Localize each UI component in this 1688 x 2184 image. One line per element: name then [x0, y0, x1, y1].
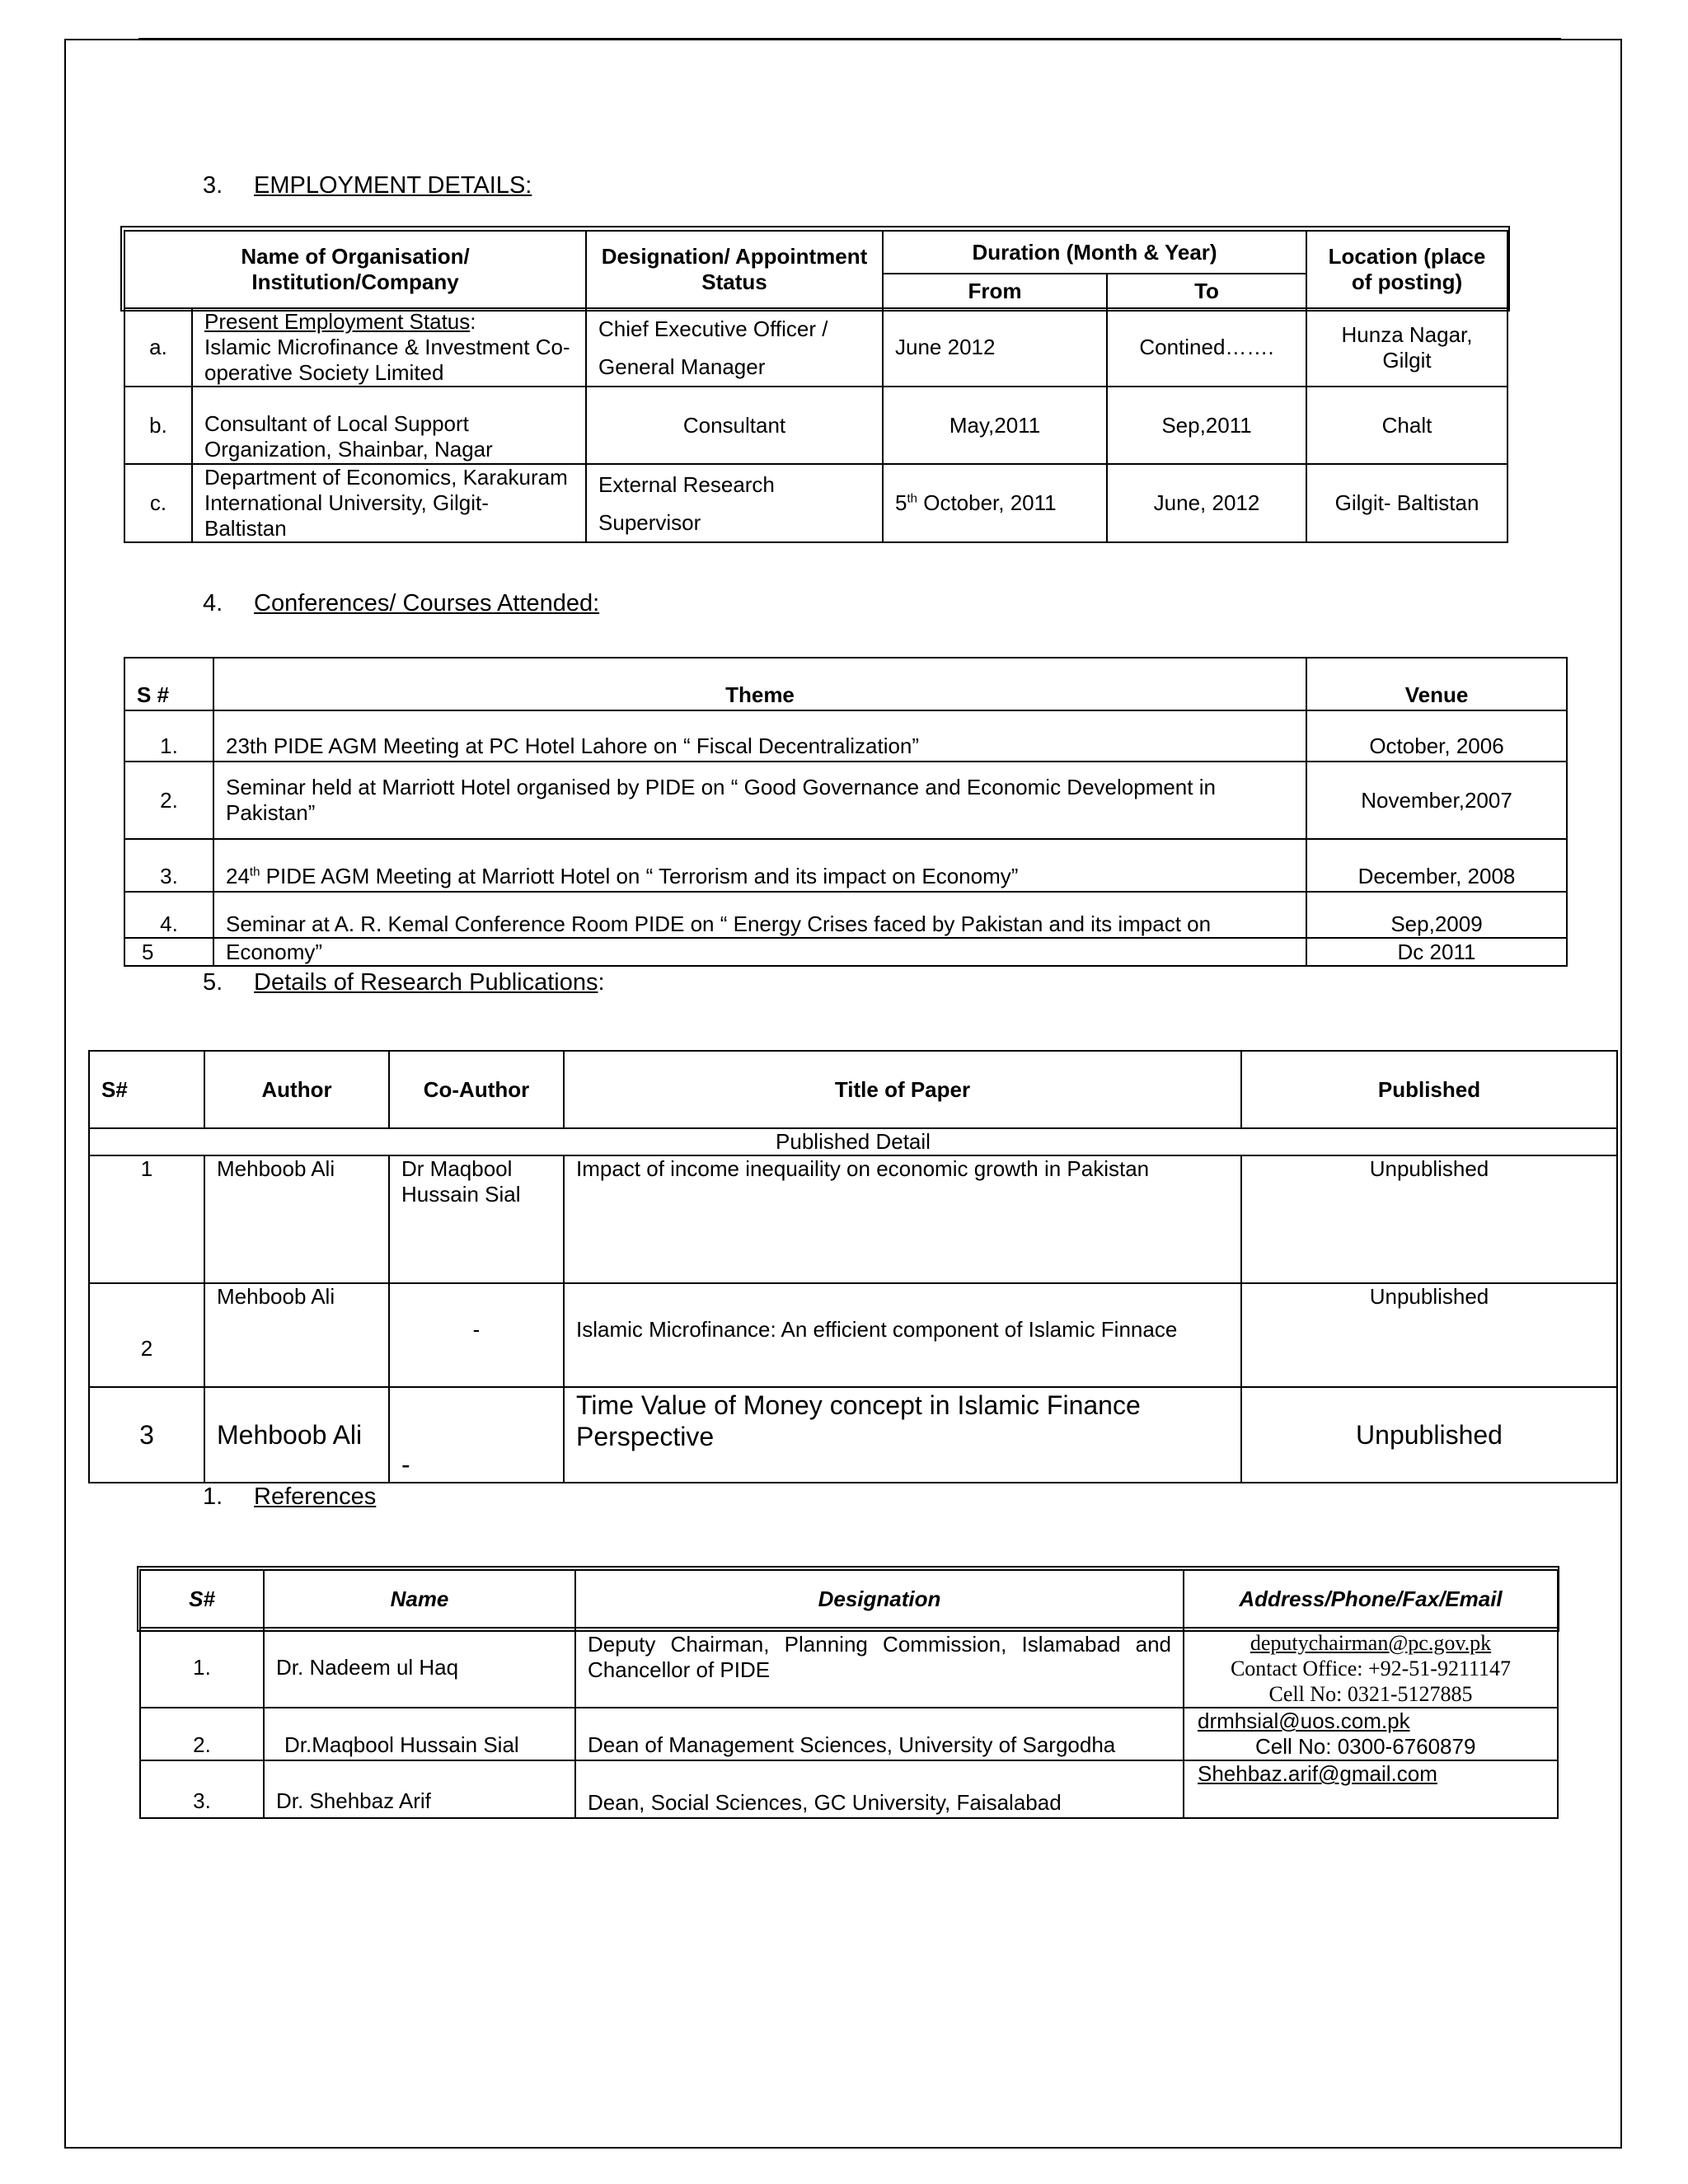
contact-cell [1184, 1708, 1558, 1760]
sno-cell: 1 [89, 1155, 204, 1283]
designation-cell: Consultant [586, 387, 883, 464]
col-header-title: Title of Paper [564, 1051, 1241, 1128]
row-letter: b. [124, 387, 192, 464]
section-title: Details of Research Publications [254, 969, 598, 996]
coauthor-cell: - [389, 1387, 564, 1483]
publications-table [88, 1050, 1618, 1483]
col-header-theme: Theme [213, 658, 1306, 710]
section-title-suffix: : [598, 969, 605, 996]
email-link[interactable]: drmhsial@uos.com.pk [1198, 1708, 1410, 1733]
col-header-coauthor: Co-Author [389, 1051, 564, 1128]
location-cell: Chalt [1306, 387, 1507, 464]
email-link[interactable]: Shehbaz.arif@gmail.com [1198, 1761, 1437, 1786]
table-row [124, 892, 1567, 938]
contact-cell [1184, 1760, 1558, 1818]
designation-cell [586, 464, 883, 542]
theme-cell [213, 839, 1306, 892]
table-row [140, 1708, 1558, 1760]
section-title: EMPLOYMENT DETAILS: [254, 172, 532, 199]
section-number: 3. [203, 172, 223, 199]
designation-cell [586, 308, 883, 387]
col-header-designation: Designation [575, 1570, 1184, 1628]
sno-cell: 3 [89, 1387, 204, 1483]
references-table [139, 1569, 1559, 1819]
author-cell: Mehboob Ali [204, 1155, 389, 1283]
status-cell: Unpublished [1241, 1283, 1617, 1387]
sno-cell: 2. [140, 1708, 264, 1760]
org-cell [192, 308, 586, 387]
from-suffix: th [907, 491, 917, 506]
venue-cell: Sep,2009 [1306, 892, 1567, 938]
col-header-published: Published [1241, 1051, 1617, 1128]
row-letter: a. [124, 308, 192, 387]
from-cell: May,2011 [883, 387, 1107, 464]
designation-cell: Deputy Chairman, Planning Commission, Islamabad and Chancellor of PIDE [575, 1628, 1184, 1708]
venue-cell: December, 2008 [1306, 839, 1567, 892]
col-header-contact: Address/Phone/Fax/Email [1184, 1570, 1558, 1628]
table-row [89, 1387, 1617, 1483]
theme-cell: Economy” [213, 938, 1306, 966]
name-cell: Dr. Shehbaz Arif [264, 1760, 575, 1818]
sno-cell: 4. [124, 892, 213, 938]
col-header-author: Author [204, 1051, 389, 1128]
theme-rest: PIDE AGM Meeting at Marriott Hotel on “ Terrorism and its impact on Economy” [260, 864, 1019, 888]
designation-line: External Research [598, 471, 775, 497]
section-number: 4. [203, 590, 223, 616]
name-cell: Dr. Nadeem ul Haq [264, 1628, 575, 1708]
location-cell: Gilgit- Baltistan [1306, 464, 1507, 542]
header-rule [138, 38, 1561, 40]
from-day: 5 [895, 490, 907, 515]
theme-cell: Seminar held at Marriott Hotel organised by PIDE on “ Good Governance and Economic Development in Pakistan” [213, 762, 1306, 839]
col-header-sno: S# [89, 1051, 204, 1128]
sno-cell: 2 [89, 1283, 204, 1387]
sno-cell: 5 [124, 938, 213, 966]
sno-cell: 3. [140, 1760, 264, 1818]
title-cell: Time Value of Money concept in Islamic Finance Perspective [564, 1387, 1241, 1483]
from-cell [883, 464, 1107, 542]
status-cell: Unpublished [1241, 1155, 1617, 1283]
cell-phone: Cell No: 0321-5127885 [1268, 1682, 1473, 1706]
to-cell: Sep,2011 [1107, 387, 1306, 464]
org-cell: Department of Economics, Karakuram International University, Gilgit- Baltistan [192, 464, 586, 542]
status-label: Present Employment Status [204, 309, 471, 334]
designation-cell: Dean, Social Sciences, GC University, Faisalabad [575, 1760, 1184, 1818]
author-cell: Mehboob Ali [204, 1283, 389, 1387]
location-cell: Hunza Nagar, Gilgit [1306, 308, 1507, 387]
status-cell: Unpublished [1241, 1387, 1617, 1483]
section-number: 5. [203, 969, 223, 996]
table-row [124, 464, 1507, 542]
contact-cell [1184, 1628, 1558, 1708]
designation-line: General Manager [598, 354, 766, 379]
col-header-duration: Duration (Month & Year) [883, 231, 1306, 274]
cell-phone: Cell No: 0300-6760879 [1255, 1734, 1476, 1759]
theme-cell: 23th PIDE AGM Meeting at PC Hotel Lahore on “ Fiscal Decentralization” [213, 710, 1306, 762]
designation-line: Chief Executive Officer / [598, 316, 828, 341]
coauthor-cell: Dr Maqbool Hussain Sial [389, 1155, 564, 1283]
office-phone: Contact Office: +92-51-9211147 [1230, 1657, 1512, 1680]
table-row [124, 308, 1507, 387]
from-rest: October, 2011 [917, 490, 1057, 515]
table-row [124, 938, 1567, 966]
sno-cell: 1. [140, 1628, 264, 1708]
published-detail-subheader: Published Detail [89, 1128, 1617, 1155]
section-number: 1. [203, 1483, 223, 1510]
org-name: Islamic Microfinance & Investment Co-operative Society Limited [204, 335, 570, 385]
status-colon: : [470, 309, 476, 334]
coauthor-cell: - [389, 1283, 564, 1387]
publications-heading [203, 969, 605, 996]
col-header-name: Name [264, 1570, 575, 1628]
email-link[interactable]: deputychairman@pc.gov.pk [1250, 1631, 1492, 1655]
table-row [140, 1760, 1558, 1818]
employment-heading [203, 172, 532, 199]
col-header-to: To [1107, 274, 1306, 308]
table-row [124, 710, 1567, 762]
to-cell: June, 2012 [1107, 464, 1306, 542]
designation-cell: Dean of Management Sciences, University of Sargodha [575, 1708, 1184, 1760]
author-cell: Mehboob Ali [204, 1387, 389, 1483]
to-cell: Contined……. [1107, 308, 1306, 387]
theme-cell: Seminar at A. R. Kemal Conference Room PIDE on “ Energy Crises faced by Pakistan and its impact on [213, 892, 1306, 938]
sno-cell: 2. [124, 762, 213, 839]
col-header-from: From [883, 274, 1107, 308]
theme-suffix: th [249, 865, 260, 879]
table-row [124, 387, 1507, 464]
theme-number: 24 [226, 864, 250, 888]
references-heading [203, 1483, 376, 1511]
title-cell: Impact of income inequaility on economic growth in Pakistan [564, 1155, 1241, 1283]
title-cell: Islamic Microfinance: An efficient component of Islamic Finnace [564, 1283, 1241, 1387]
col-header-venue: Venue [1306, 658, 1567, 710]
table-row [89, 1283, 1617, 1387]
sno-cell: 3. [124, 839, 213, 892]
table-row [89, 1155, 1617, 1283]
table-row [140, 1628, 1558, 1708]
col-header-sno: S# [140, 1570, 264, 1628]
org-cell: Consultant of Local Support Organization, Shainbar, Nagar [192, 387, 586, 464]
table-row [124, 839, 1567, 892]
section-title: Conferences/ Courses Attended: [254, 590, 600, 616]
section-title: References [254, 1483, 377, 1510]
venue-cell: October, 2006 [1306, 710, 1567, 762]
conferences-heading [203, 590, 599, 617]
from-cell: June 2012 [883, 308, 1107, 387]
col-header-location: Location (place of posting) [1306, 231, 1507, 308]
col-header-designation: Designation/ Appointment Status [586, 231, 883, 308]
venue-cell: Dc 2011 [1306, 938, 1567, 966]
employment-table [124, 230, 1508, 543]
sno-cell: 1. [124, 710, 213, 762]
col-header-sno: S # [124, 658, 213, 710]
venue-cell: November,2007 [1306, 762, 1567, 839]
table-row [124, 762, 1567, 839]
name-cell: Dr.Maqbool Hussain Sial [264, 1708, 575, 1760]
row-letter: c. [124, 464, 192, 542]
col-header-org: Name of Organisation/ Institution/Company [124, 231, 586, 308]
conferences-table [124, 657, 1568, 967]
designation-line: Supervisor [598, 509, 701, 535]
